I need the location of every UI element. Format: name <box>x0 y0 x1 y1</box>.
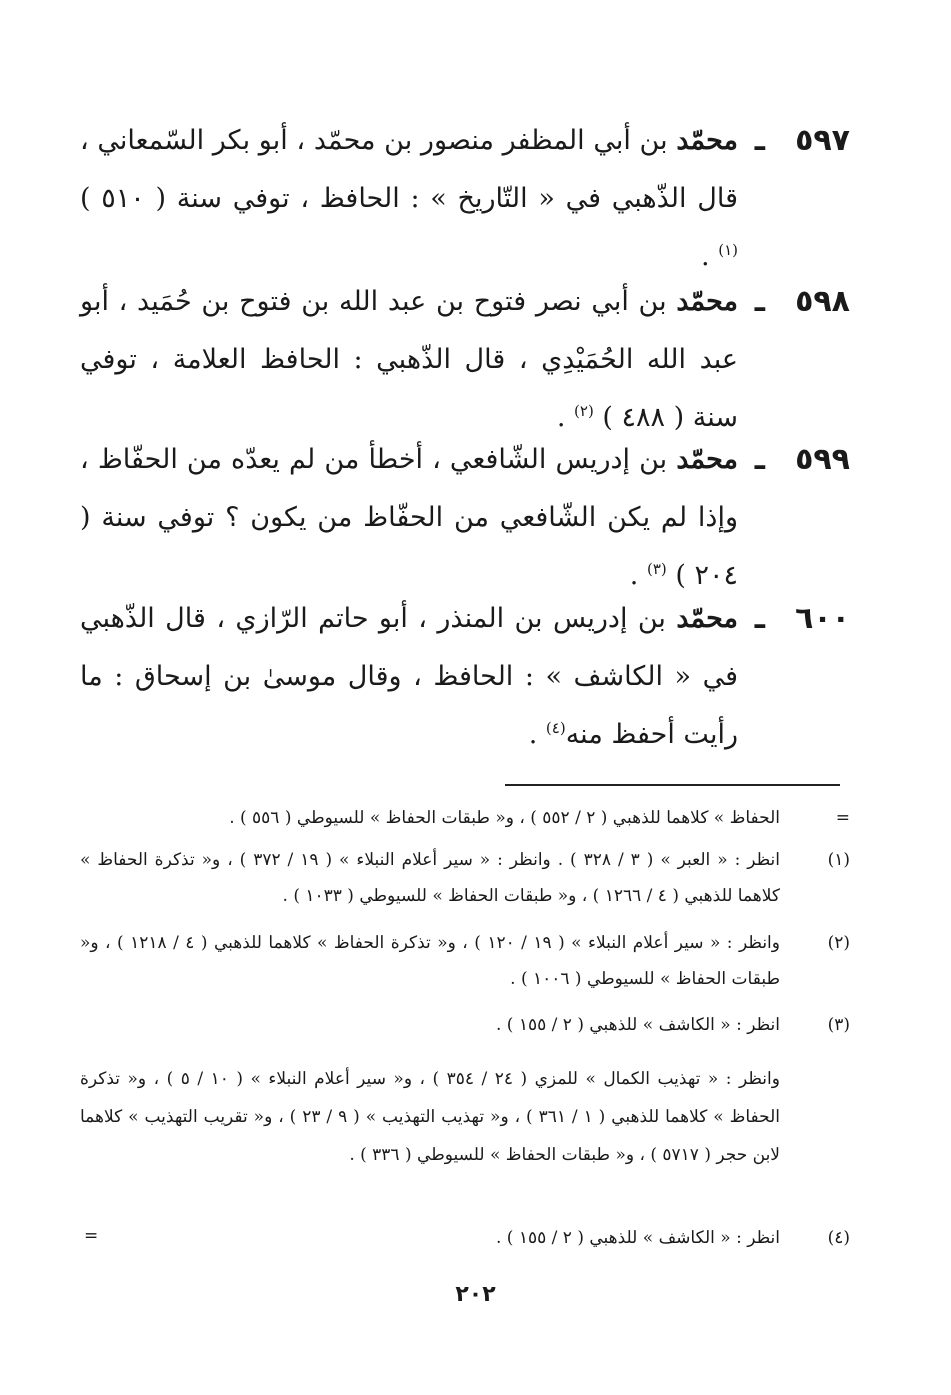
footnote-text: انظر : « العبر » ( ٣ / ٣٢٨ ) . وانظر : « سير أعلام النبلاء » ( ١٩ / ٣٧٢ ) ، و« تذكرة الحفاظ » كلاهما للذهبي ( ٤ / ١٢٦٦ ) ، و« طبقات الحفاظ » للسيوطي ( ١٠٣٣ ) . <box>80 850 781 906</box>
entry-number: ٥٩٩ <box>795 442 850 477</box>
footnote-ref[interactable]: (٣) <box>646 560 667 578</box>
entry-name: محمّد <box>676 603 738 634</box>
entry-name: محمّد <box>676 286 739 317</box>
entry-dash: ـ <box>754 123 765 158</box>
footnote-text: وانظر : « تهذيب الكمال » للمزي ( ٢٤ / ٣٥٤ ) ، و« سير أعلام النبلاء » ( ١٠ / ٥ ) ، و« تذكرة الحفاظ » كلاهما للذهبي ( ١ / ٣٦١ ) ، و« تهذيب التهذيب » ( ٩ / ٢٣ ) ، و« تقريب التهذيب » كلاهما لابن حجر ( ٥٧١٧ ) ، و« طبقات الحفاظ » للسيوطي ( ٣٣٦ ) . <box>80 1069 780 1165</box>
footnote-3 <box>80 1007 850 1043</box>
footnote-ref[interactable]: (٤) <box>545 719 566 737</box>
continuation-mark: = <box>835 808 850 828</box>
footnote-2 <box>80 925 850 997</box>
entry-text: بن أبي المظفر منصور بن محمّد ، أبو بكر السّمعاني ، قال الذّهبي في « التّاريخ » : الحافظ ، توفي سنة ( ٥١٠ ) <box>80 125 738 214</box>
page-number: ٢٠٢ <box>455 1282 496 1307</box>
entry-text: بن أبي نصر فتوح بن عبد الله بن فتوح بن حُمَيد ، أبو عبد الله الحُمَيْدِي ، قال الذّهبي : الحافظ العلامة ، توفي سنة ( ٤٨٨ ) <box>80 286 738 433</box>
footnote-continuation <box>80 800 850 836</box>
entry-body <box>80 431 738 605</box>
footnote-4 <box>80 1220 850 1256</box>
footnote-number: (٢) <box>827 933 850 953</box>
entry-599 <box>80 431 850 605</box>
entry-597 <box>80 112 850 286</box>
footnote-text: انظر : « الكاشف » للذهبي ( ٢ / ١٥٥ ) . <box>495 1015 780 1035</box>
entry-name: محمّد <box>676 125 738 156</box>
footnote-3-continued <box>80 1060 850 1174</box>
entry-number: ٦٠٠ <box>795 601 850 636</box>
footnote-number: (٣) <box>827 1015 850 1035</box>
entry-dash: ـ <box>754 601 765 636</box>
entry-text: بن إدريس الشّافعي ، أخطأ من لم يعدّه من الحفّاظ ، وإذا لم يكن الشّافعي من الحفّاظ من يكون ؟ توفي سنة ( ٢٠٤ ) <box>80 444 738 591</box>
entry-name: محمّد <box>676 444 738 475</box>
entry-body <box>80 112 738 286</box>
footnote-ref[interactable]: (٢) <box>574 402 594 420</box>
continuation-mark-bottom: = <box>84 1226 99 1246</box>
footnote-1 <box>80 842 850 914</box>
footnote-text: انظر : « الكاشف » للذهبي ( ٢ / ١٥٥ ) . <box>495 1228 780 1248</box>
entry-598 <box>80 273 850 447</box>
entry-end: . <box>528 719 538 750</box>
entry-end: . <box>629 560 639 591</box>
entry-dash: ـ <box>754 284 765 319</box>
footnote-number: (٤) <box>827 1228 850 1248</box>
footnote-number: (١) <box>827 850 850 870</box>
footnote-text: الحفاظ » كلاهما للذهبي ( ٢ / ٥٥٢ ) ، و« طبقات الحفاظ » للسيوطي ( ٥٥٦ ) . <box>229 808 780 828</box>
entry-text: بن إدريس بن المنذر ، أبو حاتم الرّازي ، قال الذّهبي في « الكاشف » : الحافظ ، وقال موسىٰ بن إسحاق : ما رأيت أحفظ منه <box>80 603 738 750</box>
entry-dash: ـ <box>754 442 765 477</box>
footnote-ref[interactable]: (١) <box>718 241 738 259</box>
entry-end: . <box>701 241 710 272</box>
entry-600 <box>80 590 850 764</box>
footnote-separator <box>505 784 840 786</box>
entry-number: ٥٩٧ <box>795 123 850 158</box>
entry-number: ٥٩٨ <box>795 284 850 319</box>
entry-body <box>80 273 738 447</box>
entry-end: . <box>556 402 566 433</box>
entry-body <box>80 590 738 764</box>
footnote-text: وانظر : « سير أعلام النبلاء » ( ١٩ / ١٢٠ ) ، و« تذكرة الحفاظ » كلاهما للذهبي ( ٤ / ١٢١٨ ) ، و« طبقات الحفاظ » للسيوطي ( ١٠٠٦ ) . <box>80 933 780 989</box>
